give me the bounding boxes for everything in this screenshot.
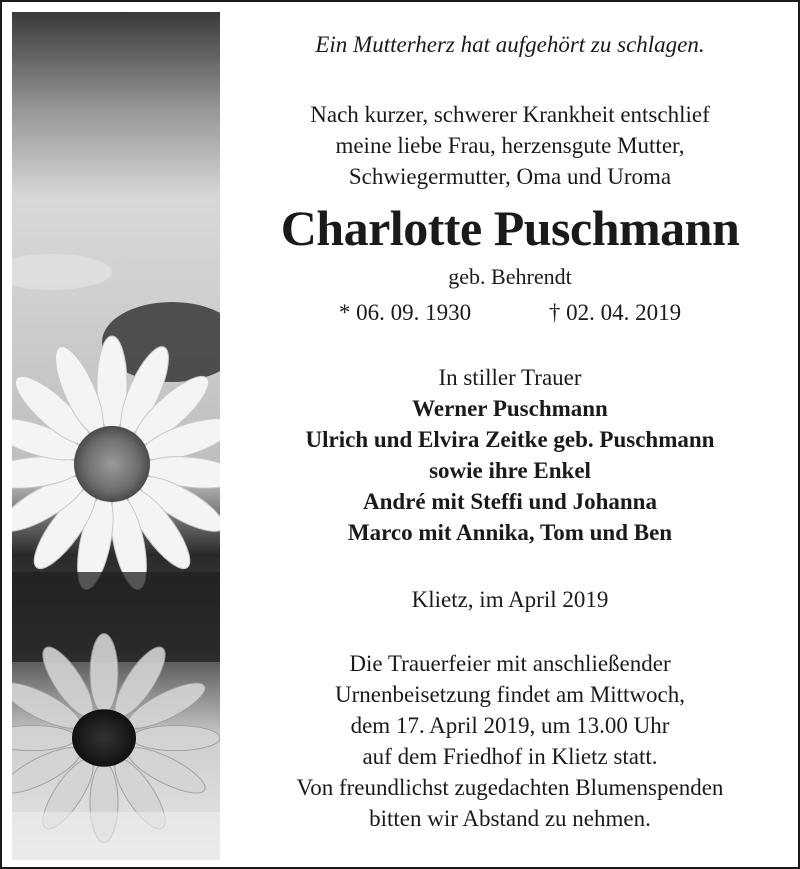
service-line: Die Trauerfeier mit anschließender	[349, 651, 671, 676]
mourner-line: Werner Puschmann	[412, 396, 608, 421]
announcement-line: meine liebe Frau, herzensgute Mutter,	[335, 133, 685, 158]
service-line: dem 17. April 2019, um 13.00 Uhr	[350, 713, 670, 738]
mourner-line: André mit Steffi und Johanna	[363, 489, 657, 514]
life-dates	[220, 300, 800, 326]
birth-date: * 06. 09. 1930	[338, 300, 472, 325]
service-line: Von freundlichst zugedachten Blumenspenden	[296, 775, 724, 800]
mourner-line: sowie ihre Enkel	[429, 458, 591, 483]
daisy-photo	[12, 12, 220, 860]
deceased-name: Charlotte Puschmann	[280, 200, 740, 256]
announcement-line: Nach kurzer, schwerer Krankheit entschlief	[310, 102, 710, 127]
service-info	[220, 648, 800, 834]
mourning-intro: In stiller Trauer	[438, 365, 582, 390]
announcement-line: Schwiegermutter, Oma und Uroma	[348, 164, 672, 189]
obituary-text	[220, 2, 800, 869]
service-line: Urnenbeisetzung findet am Mittwoch,	[334, 682, 686, 707]
service-line: bitten wir Abstand zu nehmen.	[369, 806, 651, 831]
mourners-block	[220, 362, 800, 548]
birth-name: geb. Behrendt	[448, 264, 572, 289]
announcement	[220, 99, 800, 192]
service-line: auf dem Friedhof in Klietz statt.	[362, 744, 658, 769]
mourner-line: Marco mit Annika, Tom und Ben	[347, 520, 673, 545]
mourner-line: Ulrich und Elvira Zeitke geb. Puschmann	[305, 427, 715, 452]
death-date: † 02. 04. 2019	[548, 300, 682, 325]
intro-line: Ein Mutterherz hat aufgehört zu schlagen.	[315, 32, 705, 57]
place-date: Klietz, im April 2019	[411, 587, 609, 612]
